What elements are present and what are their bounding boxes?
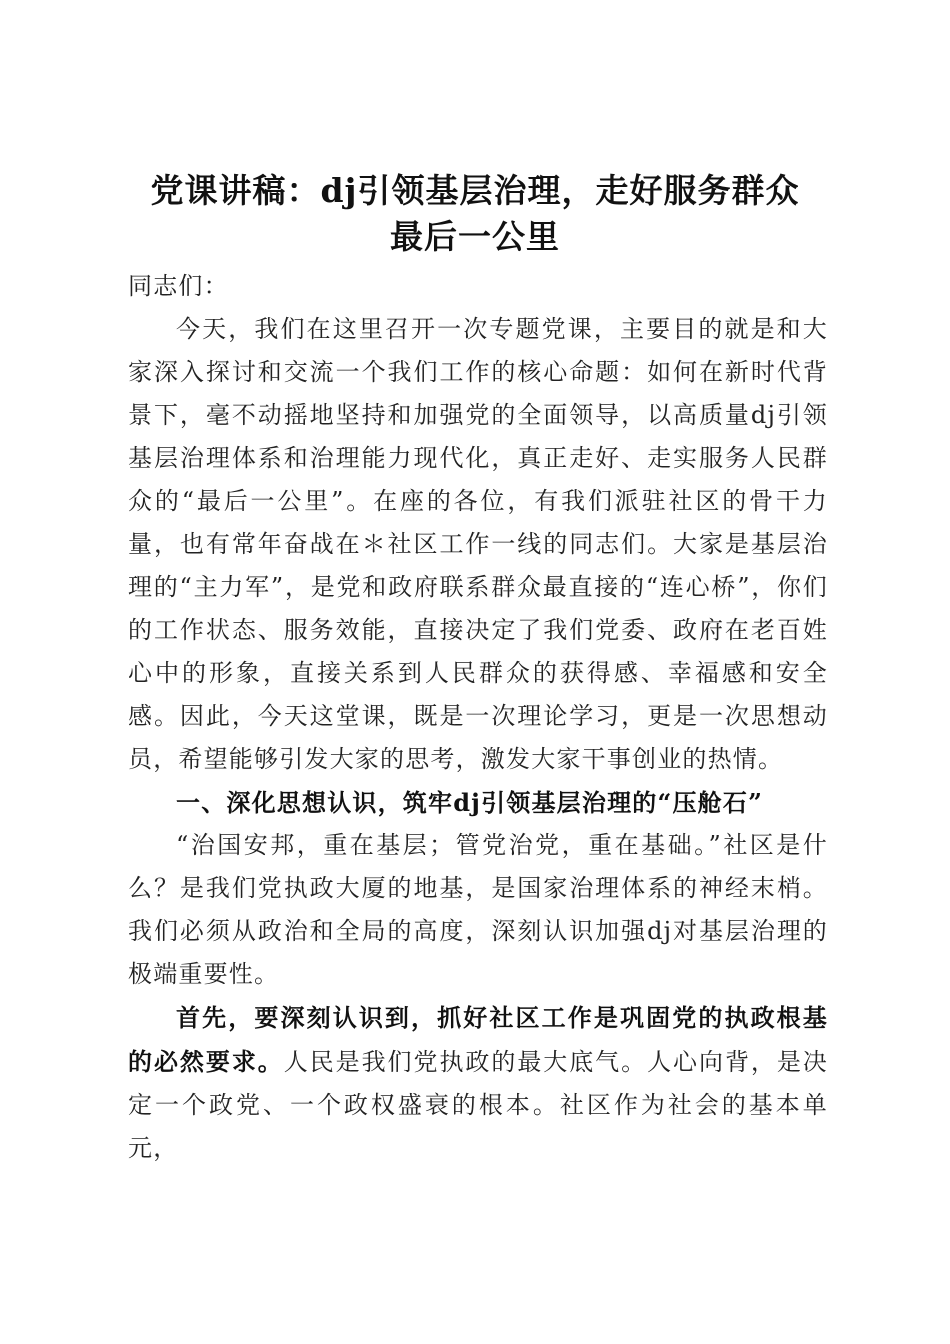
paragraph-section-1: “治国安邦，重在基层；管党治党，重在基础。”社区是什么？是我们党执政大厦的地基，是国家治理体系的神经末梢。我们必须从政治和全局的高度，深刻认识加强dj对基层治理的极端重要性。 [128,831,828,988]
paragraph-intro: 今天，我们在这里召开一次专题党课，主要目的就是和大家深入探讨和交流一个我们工作的核心命题：如何在新时代背景下，毫不动摇地坚持和加强党的全面领导，以高质量dj引领基层治理体系和治理能力现代化，真正走好、走实服务人民群众的“最后一公里”。在座的各位，有我们派驻社区的骨干力量，也有常年奋战在＊社区工作一线的同志们。大家是基层治理的“主力军”，是党和政府联系群众最直接的“连心桥”，你们的工作状态、服务效能，直接决定了我们党委、政府在老百姓心中的形象，直接关系到人民群众的获得感、幸福感和安全感。因此，今天这堂课，既是一次理论学习，更是一次思想动员，希望能够引发大家的思考，激发大家干事创业的热情。 [128,315,828,773]
point-1-text: 人民是我们党执政的最大底气。人心向背，是决定一个政党、一个政权盛衰的根本。社区作为社会的基本单元， [128,1048,829,1162]
point-1-lead: 首先，要深刻认识到，抓好社区工作是巩固党的执政根基的必然要求。 [128,1003,828,1076]
document-body [128,265,828,1170]
document-title [100,168,850,260]
title-line-1: 党课讲稿：dj引领基层治理，走好服务群众 [150,171,800,210]
section-heading-1: 一、深化思想认识，筑牢dj引领基层治理的“压舱石” [176,788,764,817]
title-line-2: 最后一公里 [390,217,560,256]
salutation: 同志们： [128,272,229,300]
paragraph-point-1 [128,996,828,1170]
